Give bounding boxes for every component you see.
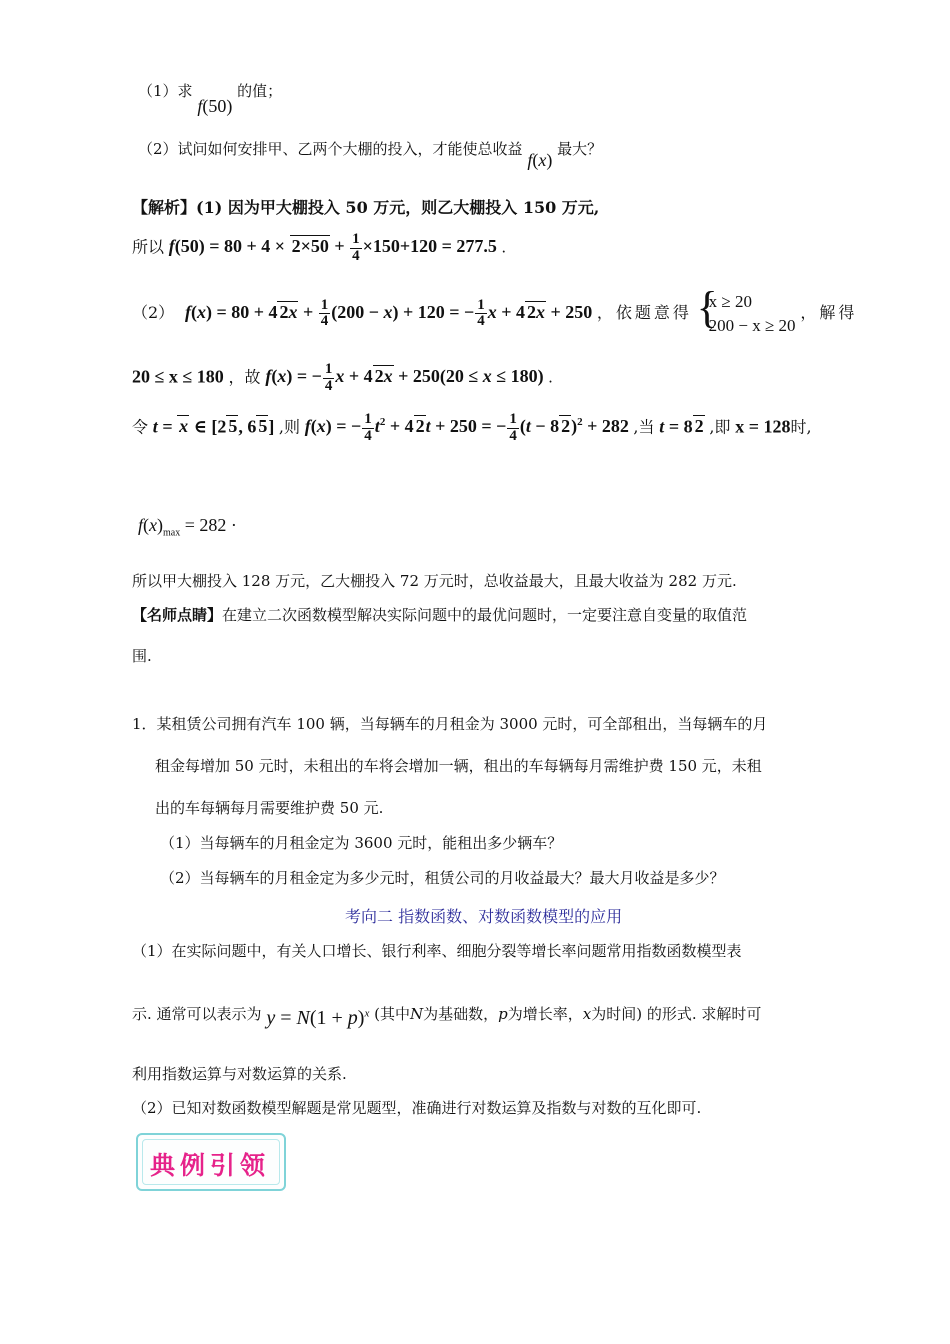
question-1 [138,80,283,116]
question-2-suffix: 最大？ [557,140,603,158]
analysis-line-4: 20 ≤ x ≤ 180 ，故 f(x) = − $\frac{1}{4}$ x + 4 2x + 250(20 ≤ x ≤ 180) . [132,361,553,394]
analysis-line-5-t-value: t = 8 2 [659,416,704,437]
section-2-text-b: (其中 [374,1005,410,1023]
analysis-line-5 [132,412,812,445]
analysis-line-2-prefix: 所以 [132,237,165,257]
exercise-1-line-1: 1．某租赁公司拥有汽车 100 辆，当每辆车的月租金为 3000 元时，可全部租出，当每辆车的月 [132,715,768,733]
analysis-conclusion: 所以甲大棚投入 128 万元，乙大棚投入 72 万元时，总收益最大，且最大收益为 282 万元. [132,572,737,590]
section-2-para-1-line-2 [132,1002,762,1029]
exercise-1-sub-question-2: （2）当每辆车的月租金定为多少元时，租赁公司的月收益最大？最大月收益是多少？ [160,869,725,887]
tip-line-1 [132,604,747,625]
analysis-line-2-formula: f(50) = 80 + 4 × 2×50 + $\frac{1}{4}$ ×150+120 = 277.5 [168,231,502,264]
left-brace-icon: { [696,283,718,332]
analysis-line-3 [132,283,858,338]
question-1-formula: f(50) [197,96,233,116]
analysis-line-5-text-3: ,当 [633,417,655,437]
exercise-1-line-3: 出的车每辆每月需要维护费 50 元. [155,799,384,817]
analysis-line-5-x-value: x = 128 [735,416,791,437]
example-badge-text: 典例引领 [150,1151,271,1180]
tip-text-1: 在建立二次函数模型解决实际问题中的最优问题时，一定要注意自变量的取值范 [222,606,748,624]
exponential-model-formula: $y = N(1 + p)^x$ [266,1007,370,1029]
analysis-line-3-text: ，依题意得 [596,303,692,322]
section-2-text-e: 为时间) 的形式. 求解时可 [591,1005,762,1023]
exercise-1-sub-question-1: （1）当每辆车的月租金定为 3600 元时，能租出多少辆车？ [160,834,563,852]
section-2-para-1-line-1: （1）在实际问题中，有关人口增长、银行利率、细胞分裂等增长率问题常用指数函数模型表 [132,942,742,960]
question-2 [138,138,603,170]
question-1-suffix: 的值； [237,82,283,100]
condition-system [696,283,796,338]
section-2-title: 考向二 指数函数、对数函数模型的应用 [345,907,623,926]
section-2-para-1-line-3: 利用指数运算与对数运算的关系. [132,1065,347,1083]
question-2-label: （2）试问如何安排甲、乙两个大棚的投入，才能使总收益 [138,140,523,158]
analysis-line-5-text-2: ,则 [278,417,300,437]
section-2-para-2: （2）已知对数函数模型解题是常见题型，准确进行对数运算及指数与对数的互化即可. [132,1099,702,1117]
analysis-part1-text: (1) 因为甲大棚投入 50 万元，则乙大棚投入 150 万元, [196,198,600,217]
analysis-line-1 [132,195,599,218]
question-2-formula: f(x) [527,150,553,170]
condition-2: 200 − x ≥ 20 [708,316,796,335]
condition-1: x ≥ 20 [708,292,752,311]
analysis-line-3-label: （2） [132,303,175,322]
analysis-line-3-tail: ，解得 [800,303,858,322]
analysis-line-3-formula: f(x) = 80 + 4 2x + $\frac{1}{4}$ (200 − x) + 120 = − $\frac{1}{4}$ x + 4 2x + 250 [184,296,597,330]
analysis-line-4-range: 20 ≤ x ≤ 180 [132,366,224,387]
tip-tag: 【名师点睛】 [132,606,223,624]
analysis-line-5-formula: f(x) = − $\frac{1}{4}$ $t^2 + 4$ 2t + 250 = − $\frac{1}{4}$ (t − 8 2)$^2$ + 282 [304,411,634,444]
variable-n: N [410,1005,424,1023]
example-badge [136,1133,286,1191]
section-2-text-c: 为基础数， [423,1005,499,1023]
analysis-line-5-substitution: t = x ∈ [2 5, 6 5] [152,416,279,437]
analysis-line-5-text-1: 令 [132,417,149,437]
analysis-tag: 【解析】 [132,198,197,217]
section-2-text-d: 为增长率， [507,1005,583,1023]
variable-p: p [498,1005,508,1023]
tip-line-2: 围. [132,647,152,665]
analysis-line-5-text-4: ,即 [709,417,731,437]
variable-x: x [582,1005,592,1023]
exercise-1-line-2: 租金每增加 50 元时，未租出的车将会增加一辆，租出的车每辆每月需维护费 150 元，未租 [155,757,762,775]
analysis-line-4-text: ，故 [228,367,261,387]
section-2-text-a: 示. 通常可以表示为 [132,1005,262,1023]
analysis-line-2: 所以 f(50) = 80 + 4 × 2×50 + $\frac{1}{4}$ ×150+120 = 277.5 . [132,231,507,264]
analysis-line-4-formula: f(x) = − $\frac{1}{4}$ x + 4 2x + 250(20 ≤ x ≤ 180) [265,361,549,394]
question-1-label: （1）求 [138,82,193,100]
analysis-max-value: $f(x)_{max} = 282$ · [138,515,237,539]
analysis-line-5-text-5: 时, [790,417,812,437]
